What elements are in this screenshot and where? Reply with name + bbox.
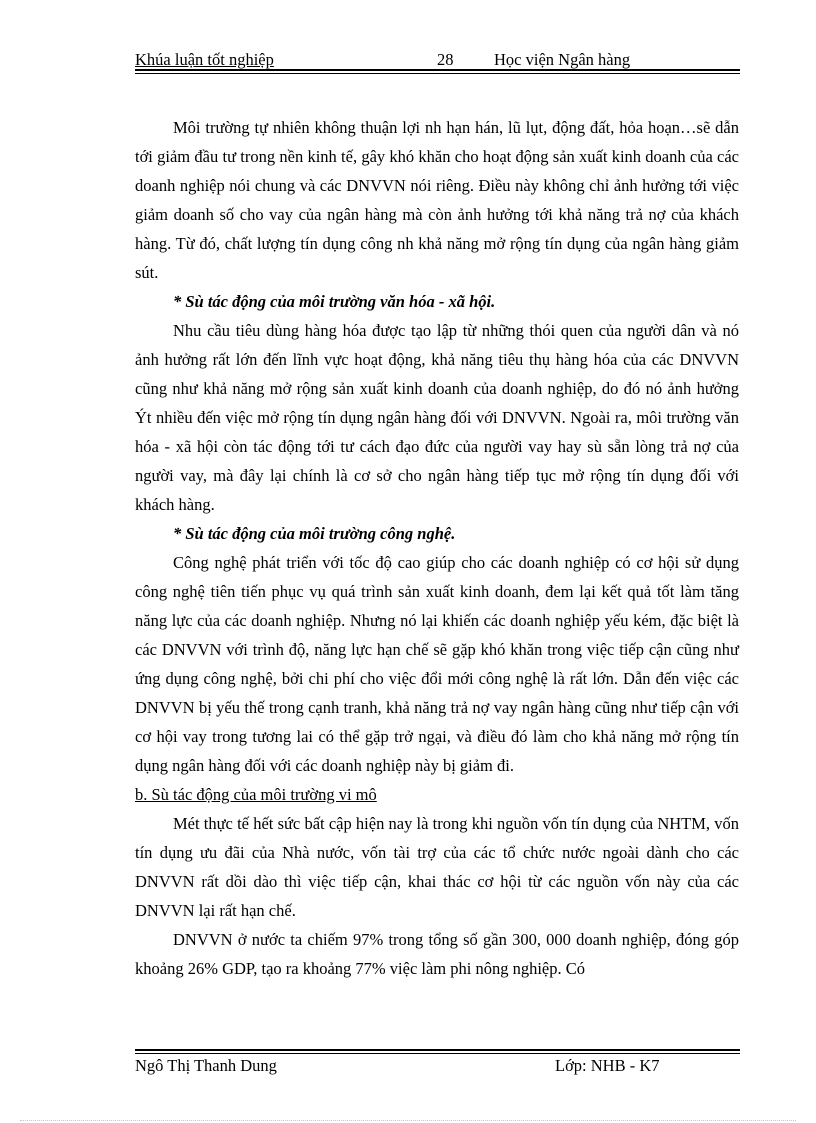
- page-body: [135, 113, 739, 983]
- paragraph-technology: Công nghệ phát triển với tốc độ cao giúp cho các doanh nghiệp có cơ hội sử dụng công nghệ tiên tiến phục vụ quá trình sản xuất kinh doanh, đem lại kết quả tốt làm tăng năng lực của các doanh nghiệp. Nhưng nó lại khiến các doanh nghiệp yếu kém, đặc biệt là các DNVVN với trình độ, năng lực hạn chế sẽ gặp khó khăn trong việc tiếp cận cũng như ứng dụng công nghệ, bởi chi phí cho việc đổi mới công nghệ là rất lớn. Dẫn đến việc các DNVVN bị yếu thế trong cạnh tranh, khả năng trả nợ vay ngân hàng cũng như tiếp cận với cơ hội vay trong tương lai có thể gặp trở ngại, và điều đó làm cho khả năng mở rộng tín dụng ngân hàng đối với các doanh nghiệp này bị giảm đi.: [135, 553, 739, 775]
- heading-cultural-social: * Sù tác động của môi trường văn hóa - xã hội.: [173, 292, 496, 311]
- footer-author: Ngô Thị Thanh Dung: [135, 1056, 277, 1075]
- paragraph-cultural-social: Nhu cầu tiêu dùng hàng hóa được tạo lập từ những thói quen của người dân và nó ảnh hưởng rất lớn đến lĩnh vực hoạt động, khả năng tiêu thụ hàng hóa của các DNVVN cũng như khả năng mở rộng sản xuất kinh doanh của doanh nghiệp, do đó nó ảnh hưởng Ýt nhiều đến việc mở rộng tín dụng ngân hàng đối với DNVVN. Ngoài ra, môi trường văn hóa - xã hội còn tác động tới tư cách đạo đức của người vay hay sù sẵn lòng trả nợ của người vay, mà đây lại chính là cơ sở cho ngân hàng tiếp tục mở rộng tín dụng đối với khách hàng.: [135, 321, 739, 514]
- footer-rule-thick: [135, 1049, 740, 1051]
- header-institution: Học viện Ngân hàng: [494, 50, 631, 69]
- footer-rule-thin: [135, 1053, 740, 1054]
- header-rule-thick: [135, 69, 740, 71]
- page-footer: [135, 1056, 740, 1078]
- paragraph-natural-environment: Môi trường tự nhiên không thuận lợi nh hạn hán, lũ lụt, động đất, hỏa hoạn…sẽ dẫn tới giảm đầu tư trong nền kinh tế, gây khó khăn cho hoạt động sản xuất kinh doanh của các doanh nghiệp nói chung và các DNVVN nói riêng. Điều này không chỉ ảnh hưởng tới việc giảm doanh số cho vay của ngân hàng mà còn ảnh hưởng tới khả năng trả nợ của khách hàng. Từ đó, chất lượng tín dụng công nh khả năng mở rộng tín dụng của ngân hàng giảm sút.: [135, 118, 739, 282]
- header-thesis-title: Khúa luận tốt nghiệp: [135, 50, 274, 69]
- footer-class: Lớp: NHB - K7: [555, 1056, 660, 1075]
- paragraph-sme-statistics: DNVVN ở nước ta chiếm 97% trong tổng số gần 300, 000 doanh nghiệp, đóng góp khoảng 26% GDP, tạo ra khoảng 77% việc làm phi nông nghiệp. Có: [135, 930, 739, 978]
- page-header: [135, 50, 740, 70]
- heading-micro-environment-text: b. Sù tác động của môi trường vi mô: [135, 785, 377, 804]
- heading-technology: * Sù tác động của môi trường công nghệ.: [173, 524, 456, 543]
- header-page-number: 28: [437, 50, 454, 69]
- page-bottom-edge: [20, 1120, 796, 1122]
- heading-micro-environment: [135, 780, 739, 809]
- header-rule-thin: [135, 73, 740, 74]
- paragraph-credit-access: Mét thực tế hết sức bất cập hiện nay là trong khi nguồn vốn tín dụng của NHTM, vốn tín dụng ưu đãi của Nhà nước, vốn tài trợ của các tổ chức nước ngoài dành cho các DNVVN rất dồi dào thì việc tiếp cận, khai thác cơ hội từ các nguồn vốn này của các DNVVN lại rất hạn chế.: [135, 814, 739, 920]
